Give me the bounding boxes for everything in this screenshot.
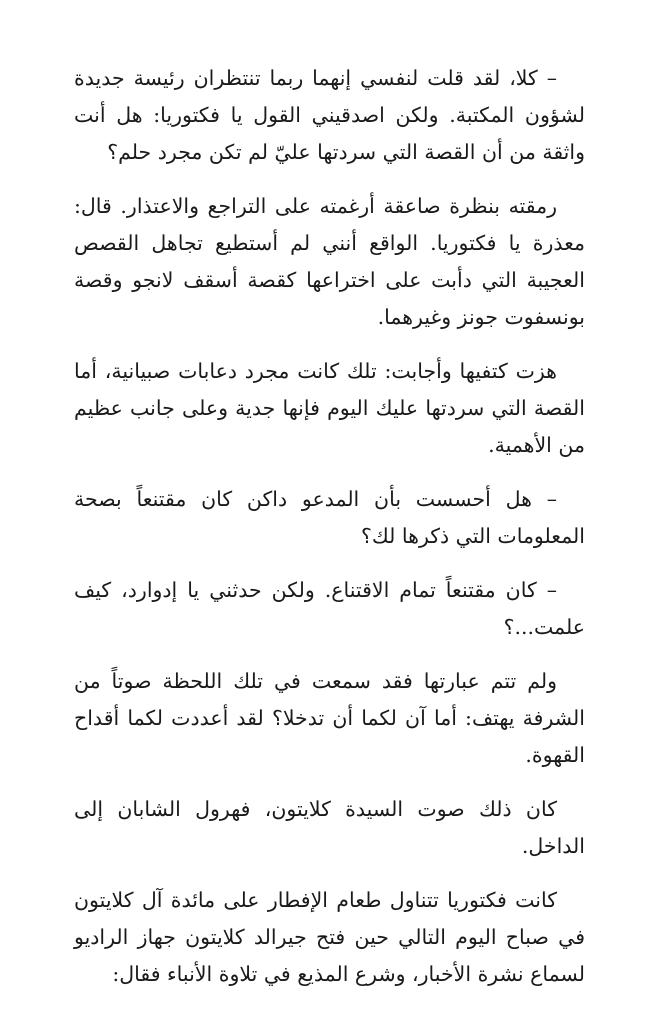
paragraph-4: – هل أحسست بأن المدعو داكن كان مقتنعاً بصحة المعلومات التي ذكرها لك؟ (74, 487, 585, 548)
page-text (74, 60, 585, 1010)
paragraph-6: ولم تتم عبارتها فقد سمعت في تلك اللحظة صوتاً من الشرفة يهتف: أما آن لكما أن تدخلا؟ لقد أعددت لكما أقداح القهوة. (74, 669, 585, 767)
paragraph-7: كان ذلك صوت السيدة كلايتون، فهرول الشابان إلى الداخل. (74, 797, 585, 858)
paragraph-8: كانت فكتوريا تتناول طعام الإفطار على مائدة آل كلايتون في صباح اليوم التالي حين فتح جيرالد كلايتون جهاز الراديو لسماع نشرة الأخبار، وشرع المذيع في تلاوة الأنباء فقال: (74, 888, 585, 986)
paragraph-2: رمقته بنظرة صاعقة أرغمته على التراجع والاعتذار. قال: معذرة يا فكتوريا. الواقع أنني لم أستطيع تجاهل القصص العجيبة التي دأبت على اختراعها كقصة أسقف لانجو وقصة بونسفوت جونز وغيرهما. (74, 194, 585, 329)
paragraph-1: – كلا، لقد قلت لنفسي إنهما ربما تنتظران رئيسة جديدة لشؤون المكتبة. ولكن اصدقيني القول يا فكتوريا: هل أنت واثقة من أن القصة التي سردتها عليّ لم تكن مجرد حلم؟ (74, 66, 585, 164)
paragraph-5: – كان مقتنعاً تمام الاقتناع. ولكن حدثني يا إدوارد، كيف علمت...؟ (74, 578, 585, 639)
paragraph-3: هزت كتفيها وأجابت: تلك كانت مجرد دعابات صبيانية، أما القصة التي سردتها عليك اليوم فإنها جدية وعلى جانب عظيم من الأهمية. (74, 359, 585, 457)
